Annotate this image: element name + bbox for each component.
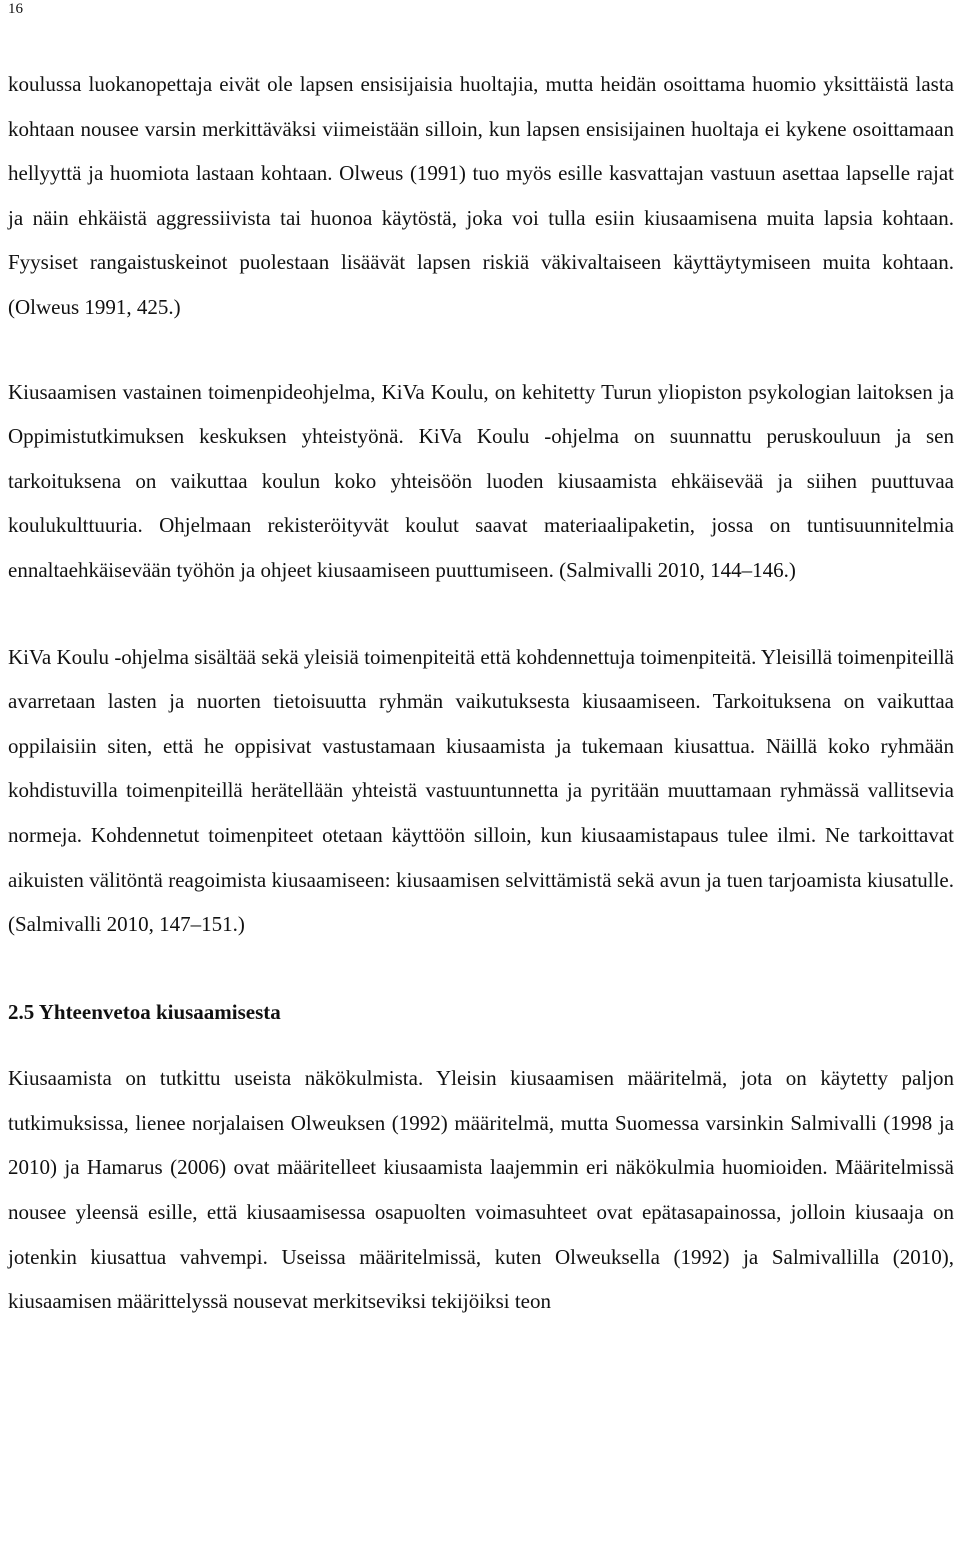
section-paragraph: Kiusaamista on tutkittu useista näkökulmista. Yleisin kiusaamisen määritelmä, jota on käytetty paljon tutkimuksissa, lienee norjalaisen Olweuksen (1992) määritelmä, mutta Suomessa varsinkin Salmivalli (1998 ja 2010) ja Hamarus (2006) ovat määritelleet kiusaamista laajemmin eri näkökulmia huomioiden. Määritelmissä nousee yleensä esille, että kiusaamisessa osapuolten voimasuhteet ovat epätasapainossa, jolloin kiusaaja on jotenkin kiusattua vahvempi. Useissa määritelmissä, kuten Olweuksella (1992) ja Salmivallilla (2010), kiusaamisen määrittelyssä nousevat merkitseviksi tekijöiksi teon — [8, 1066, 954, 1314]
page-number: 16 — [8, 1, 23, 17]
paragraph-2: Kiusaamisen vastainen toimenpideohjelma, KiVa Koulu, on kehitetty Turun yliopiston psykologian laitoksen ja Oppimistutkimuksen keskuksen yhteistyönä. KiVa Koulu -ohjelma on suunnattu peruskouluun ja sen tarkoituksena on vaikuttaa koulun koko yhteisöön luoden kiusaamista ehkäisevää ja siihen puuttuvaa koulukulttuuria. Ohjelmaan rekisteröityvät koulut saavat materiaalipaketin, jossa on tuntisuunnitelmia ennaltaehkäisevään työhön ja ohjeet kiusaamiseen puuttumiseen. (Salmivalli 2010, 144–146.) — [8, 379, 954, 582]
document-body — [8, 62, 954, 1324]
paragraph-1: koulussa luokanopettaja eivät ole lapsen ensisijaisia huoltajia, mutta heidän osoittama huomio yksittäistä lasta kohtaan nousee varsin merkittäväksi viimeistään silloin, kun lapsen ensisijainen huoltaja ei kykene osoittamaan hellyyttä ja huomiota lastaan kohtaan. Olweus (1991) tuo myös esille kasvattajan vastuun asettaa lapselle rajat ja näin ehkäistä aggressiivista tai huonoa käytöstä, joka voi tulla esiin kiusaamisena muita lapsia kohtaan. Fyysiset rangaistuskeinot puolestaan lisäävät lapsen riskiä väkivaltaiseen käyttäytymiseen muita kohtaan. (Olweus 1991, 425.) — [8, 72, 954, 319]
section-heading: 2.5 Yhteenvetoa kiusaamisesta — [8, 999, 281, 1024]
paragraph-3: KiVa Koulu -ohjelma sisältää sekä yleisiä toimenpiteitä että kohdennettuja toimenpiteitä. Yleisillä toimenpiteillä avarretaan lasten ja nuorten tietoisuutta ryhmän vaikutuksesta kiusaamiseen. Tarkoituksena on vaikuttaa oppilaisiin siten, että he oppisivat vastustamaan kiusaamista ja tukemaan kiusattua. Näillä koko ryhmään kohdistuvilla toimenpiteillä herätellään yhteistä vastuuntunnetta ja pyritään muuttamaan ryhmässä vallitsevia normeja. Kohdennetut toimenpiteet otetaan käyttöön silloin, kun kiusaamistapaus tulee ilmi. Ne tarkoittavat aikuisten välitöntä reagoimista kiusaamiseen: kiusaamisen selvittämistä sekä avun ja tuen tarjoamista kiusatulle. (Salmivalli 2010, 147–151.) — [8, 644, 954, 937]
